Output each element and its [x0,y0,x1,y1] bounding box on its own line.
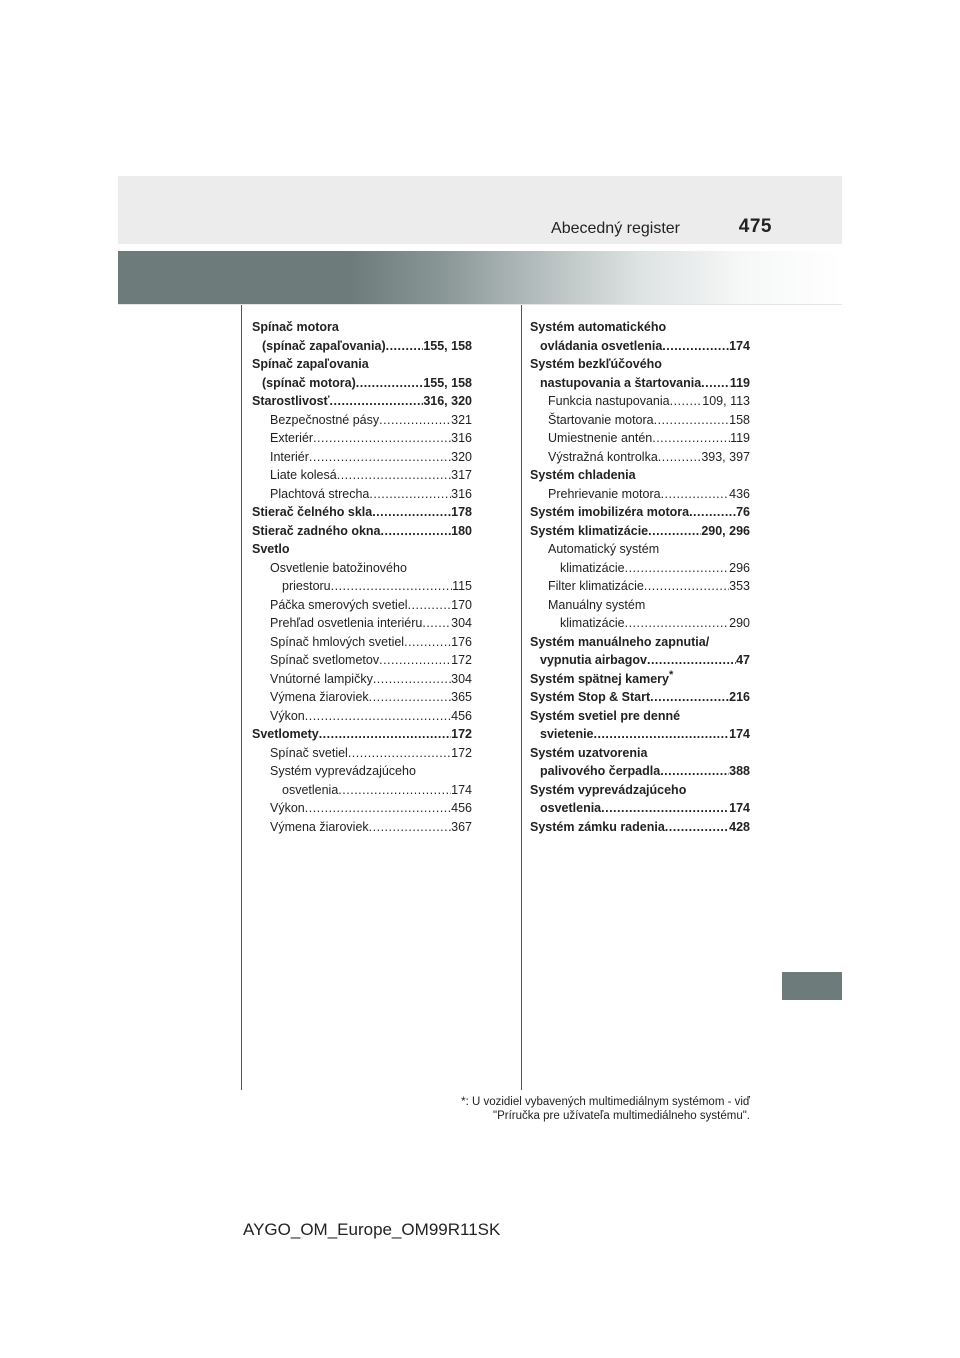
entry-label: (spínač motora) [262,375,356,390]
leader-dots [648,522,701,541]
entry-page-reference: 456 [451,708,472,723]
entry-label: Výkon [270,801,305,815]
entry-label: Páčka smerových svetiel [270,597,408,612]
leader-dots [356,374,424,393]
leader-dots [665,818,729,837]
entry-label: Liate kolesá [270,468,337,482]
leader-dots [330,392,424,411]
entry-page-reference: 290 [729,616,750,630]
entry-label: klimatizácie [560,560,625,575]
document-id: AYGO_OM_Europe_OM99R11SK [243,1220,501,1239]
entry-label: palivového čerpadla [540,764,661,778]
index-entry [252,725,472,744]
leader-dots [309,448,451,467]
index-entry [530,707,750,726]
entry-label: vypnutia airbagov [540,653,647,667]
entry-page-reference: 155, 158 [423,375,472,390]
leader-dots [594,725,730,744]
entry-label: Umiestnenie antén [548,431,653,445]
entry-page-reference: 174 [729,801,750,815]
index-entry [252,485,472,504]
entry-page-reference: 367 [451,819,472,834]
index-entry [530,577,750,596]
entry-page-reference: 290, 296 [701,523,750,538]
entry-label: (spínač zapaľovania) [262,338,386,353]
entry-label: Systém klimatizácie [530,523,649,538]
leader-dots [689,503,736,522]
index-entry [252,374,472,393]
index-entry [252,651,472,670]
leader-dots [369,485,451,504]
index-entry [530,762,750,781]
leader-dots [647,651,736,670]
leader-dots [305,799,451,818]
entry-label: Svetlomety [252,727,319,741]
index-entry [530,540,750,559]
section-title: Abecedný register [551,220,680,237]
entry-label: osvetlenia [282,782,339,797]
divider [118,304,842,305]
index-entry [252,577,472,596]
leader-dots [670,392,703,411]
footnote-marker: * [668,668,674,681]
leader-dots [337,466,451,485]
leader-dots [305,707,451,726]
index-entry [252,707,472,726]
entry-page-reference: 321 [451,412,472,427]
entry-page-reference: 76 [736,505,750,519]
index-entry [530,466,750,485]
entry-label: ovládania osvetlenia [540,338,663,353]
entry-label: Starostlivosť [252,394,330,408]
entry-page-reference: 304 [451,671,472,686]
index-entry [530,374,750,393]
entry-label: Systém svetiel pre denné [530,708,681,723]
leader-dots [319,725,451,744]
index-entry [252,522,472,541]
leader-dots [654,411,730,430]
index-entry [530,670,750,689]
entry-label: Bezpečnostné pásy [270,412,380,427]
entry-label: Filter klimatizácie [548,579,644,593]
index-entry [252,596,472,615]
chapter-tab-marker [782,972,842,1000]
leader-dots [408,596,452,615]
entry-label: priestoru [282,579,331,593]
entry-label: Systém vyprevádzajúceho [270,764,416,778]
index-entry [530,614,750,633]
index-entry [252,318,472,337]
index-entry [252,744,472,763]
index-entry [252,540,472,559]
leader-dots [422,614,451,633]
entry-page-reference: 316, 320 [423,394,472,408]
index-entry [530,725,750,744]
entry-page-reference: 109, 113 [702,394,750,408]
entry-page-reference: 428 [729,819,750,834]
leader-dots [658,448,702,467]
entry-label: Funkcia nastupovania [548,394,670,408]
leader-dots [372,503,451,522]
entry-label: Spínač hmlových svetiel [270,634,405,649]
entry-label: nastupovania a štartovania [540,375,702,390]
entry-label: Štartovanie motora [548,412,654,427]
entry-page-reference: 365 [451,690,472,704]
index-entry [530,818,750,837]
index-entry [530,485,750,504]
entry-page-reference: 353 [729,579,750,593]
entry-label: Systém imobilizéra motora [530,505,690,519]
index-entry [252,466,472,485]
entry-page-reference: 320 [451,449,472,464]
entry-label: Prehrievanie motora [548,486,661,501]
entry-page-reference: 317 [451,468,472,482]
leader-dots [644,577,729,596]
index-entry [252,503,472,522]
entry-label: Systém uzatvorenia [530,745,648,760]
leader-dots [373,670,451,689]
decorative-band [118,251,842,305]
footnote-line: *: U vozidiel vybavených multimediálnym systémom - viď [461,1096,750,1108]
index-entry [530,522,750,541]
entry-label: Systém spätnej kamery [530,671,669,686]
entry-label: Exteriér [270,431,314,445]
entry-label: Spínač svetiel [270,745,348,760]
entry-page-reference: 180 [451,523,472,538]
index-entry [252,781,472,800]
entry-page-reference: 393, 397 [701,449,750,464]
index-entry [252,429,472,448]
page-number: 475 [738,216,772,237]
entry-label: Svetlo [252,542,290,556]
entry-label: Vnútorné lampičky [270,671,373,686]
entry-page-reference: 172 [451,653,472,667]
column-rule-left [241,305,242,1090]
entry-label: Automatický systém [548,542,660,556]
entry-page-reference: 456 [451,801,472,815]
leader-dots [625,614,730,633]
entry-label: klimatizácie [560,616,625,630]
entry-label: Spínač motora [252,320,339,334]
entry-page-reference: 304 [451,616,472,630]
entry-page-reference: 47 [736,653,750,667]
leader-dots [652,429,730,448]
entry-label: Systém zámku radenia [530,819,665,834]
entry-label: Interiér [270,449,309,464]
index-entry [530,503,750,522]
entry-label: Systém bezkľúčového [530,357,662,371]
index-entry [252,448,472,467]
leader-dots [379,411,451,430]
leader-dots [381,522,452,541]
entry-label: Manuálny systém [548,597,646,612]
leader-dots [369,688,451,707]
entry-page-reference: 172 [451,727,472,741]
entry-label: Spínač svetlometov [270,653,380,667]
index-entry [252,392,472,411]
footnote [461,1095,750,1123]
leader-dots [386,337,424,356]
entry-label: Výkon [270,708,305,723]
entry-label: Výmena žiaroviek [270,690,369,704]
entry-label: Výstražná kontrolka [548,449,658,464]
column-rule-middle [521,305,522,1090]
leader-dots [404,633,451,652]
entry-page-reference: 119 [730,431,750,445]
entry-page-reference: 388 [729,764,750,778]
index-entry [530,429,750,448]
index-entry [252,818,472,837]
index-entry [252,799,472,818]
index-entry [530,688,750,707]
leader-dots [625,559,730,578]
index-entry [530,355,750,374]
entry-label: svietenie [540,727,594,741]
leader-dots [379,651,451,670]
index-entry [252,688,472,707]
leader-dots [348,744,451,763]
entry-label: Stierač čelného skla [252,505,373,519]
leader-dots [660,762,729,781]
index-entry [530,633,750,652]
index-entry [252,670,472,689]
entry-label: osvetlenia [540,801,602,815]
entry-page-reference: 316 [451,486,472,501]
entry-label: Spínač zapaľovania [252,357,369,371]
index-entry [530,337,750,356]
entry-page-reference: 316 [451,431,472,445]
entry-page-reference: 158 [729,412,750,427]
index-column-right [530,318,750,836]
leader-dots [701,374,730,393]
leader-dots [601,799,729,818]
entry-page-reference: 155, 158 [423,338,472,353]
entry-page-reference: 296 [729,560,750,575]
index-entry [530,651,750,670]
index-entry [530,392,750,411]
leader-dots [650,688,729,707]
index-entry [530,744,750,763]
leader-dots [661,485,730,504]
entry-page-reference: 174 [451,782,472,797]
entry-label: Osvetlenie batožinového [270,560,407,575]
header-bar [118,176,842,244]
entry-page-reference: 216 [729,690,750,704]
index-entry [530,781,750,800]
leader-dots [331,577,452,596]
entry-label: Systém Stop & Start [530,690,651,704]
entry-label: Plachtová strecha [270,486,370,501]
index-column-left [252,318,472,836]
index-entry [530,559,750,578]
entry-page-reference: 172 [451,745,472,760]
entry-label: Systém vyprevádzajúceho [530,782,687,797]
entry-page-reference: 174 [729,338,750,353]
entry-page-reference: 170 [451,597,472,612]
leader-dots [662,337,729,356]
entry-page-reference: 119 [729,375,750,390]
index-entry [530,318,750,337]
entry-label: Systém chladenia [530,468,636,482]
entry-label: Prehľad osvetlenia interiéru [270,616,423,630]
index-entry [530,448,750,467]
entry-page-reference: 178 [451,505,472,519]
index-entry [252,337,472,356]
index-entry [252,614,472,633]
index-entry [530,411,750,430]
index-entry [252,559,472,578]
leader-dots [369,818,451,837]
index-entry [252,355,472,374]
entry-label: Výmena žiaroviek [270,819,369,834]
index-entry [252,633,472,652]
index-entry [252,762,472,781]
footnote-line: "Príručka pre užívateľa multimediálneho systému". [493,1110,750,1122]
entry-page-reference: 115 [452,579,472,593]
index-entry [252,411,472,430]
entry-page-reference: 174 [729,727,750,741]
entry-label: Systém automatického [530,320,667,334]
leader-dots [313,429,451,448]
entry-label: Systém manuálneho zapnutia/ [530,634,710,649]
index-entry [530,799,750,818]
index-entry [530,596,750,615]
entry-page-reference: 436 [729,486,750,501]
leader-dots [338,781,451,800]
entry-page-reference: 176 [451,634,472,649]
entry-label: Stierač zadného okna [252,523,381,538]
